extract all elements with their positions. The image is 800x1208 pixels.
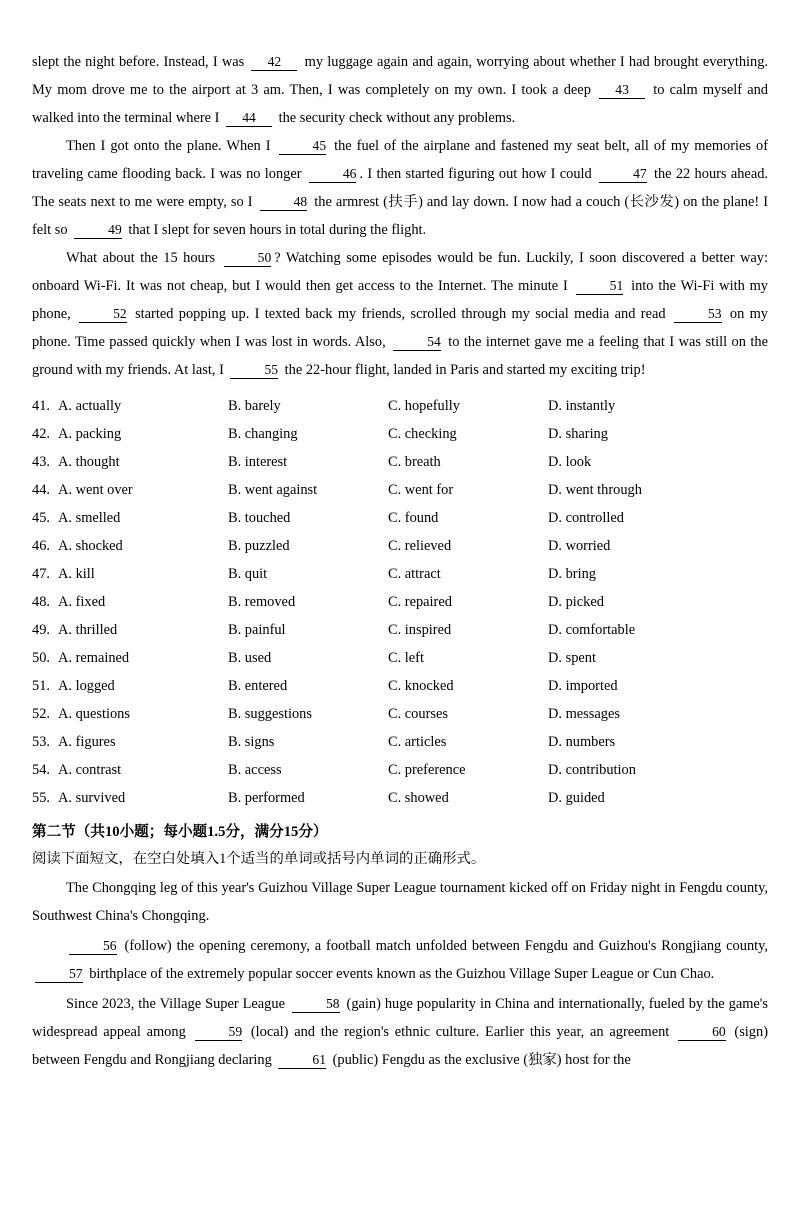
option-c[interactable]: C. showed (388, 790, 449, 806)
option-d[interactable]: D. picked (548, 594, 604, 610)
answer-blank-46[interactable]: 46 (309, 166, 357, 183)
option-d[interactable]: D. look (548, 454, 592, 470)
answer-blank-56[interactable]: 56 (69, 938, 117, 955)
section2-text: (local) and the region's ethnic culture. Earlier this year, an agreement (245, 1024, 676, 1040)
option-b[interactable]: B. quit (228, 566, 268, 582)
option-c[interactable]: C. attract (388, 566, 441, 582)
answer-blank-52[interactable]: 52 (79, 306, 127, 323)
question-number: 43. (32, 454, 50, 470)
section2-text: (sign) between Fengdu and Rongjiang declaring (32, 1024, 768, 1068)
answer-blank-61[interactable]: 61 (278, 1052, 326, 1069)
option-b[interactable]: B. entered (228, 678, 288, 694)
option-d[interactable]: D. worried (548, 538, 611, 554)
question-row (32, 644, 768, 672)
option-a[interactable]: A. smelled (58, 510, 121, 526)
option-a[interactable]: A. survived (58, 790, 126, 806)
cloze-text: the security check without any problems. (275, 110, 516, 126)
answer-blank-48[interactable]: 48 (260, 194, 308, 211)
option-c[interactable]: C. checking (388, 426, 457, 442)
option-d[interactable]: D. imported (548, 678, 618, 694)
option-d[interactable]: D. went through (548, 482, 642, 498)
question-number: 42. (32, 426, 50, 442)
section2-text: birthplace of the extremely popular soccer events known as the Guizhou Village Super League or Cun Chao. (85, 966, 715, 982)
answer-blank-58[interactable]: 58 (292, 996, 340, 1013)
option-b[interactable]: B. signs (228, 734, 275, 750)
cloze-text: ? Watching some episodes would be fun. Luckily, I soon discovered a better way: onboard Wi-Fi. It was not cheap, but I would then get access to the Internet. The minute I (32, 250, 769, 294)
option-c[interactable]: C. breath (388, 454, 441, 470)
cloze-text: What about the 15 hours (66, 250, 221, 266)
question-number: 41. (32, 398, 50, 414)
section2-paragraph (32, 874, 768, 930)
answer-blank-50[interactable]: 50 (224, 250, 272, 267)
question-row (32, 560, 768, 588)
question-number: 52. (32, 706, 50, 722)
question-number: 54. (32, 762, 50, 778)
section-two-passage (32, 874, 768, 1074)
cloze-text: my luggage again and again, worrying about whether I had brought everything. My mom drove me to the airport at 3 am. Then, I was completely on my own. I took a deep (32, 54, 769, 98)
option-a[interactable]: A. logged (58, 678, 115, 694)
question-number: 50. (32, 650, 50, 666)
question-row (32, 420, 768, 448)
cloze-text: that I slept for seven hours in total during the flight. (124, 222, 427, 238)
option-a[interactable]: A. went over (58, 482, 133, 498)
section2-text: (follow) the opening ceremony, a football match unfolded between Fengdu and Guizhou's Rongjiang county, (119, 938, 768, 954)
cloze-options-list (32, 392, 768, 812)
section-two-heading: 第二节（共10小题；每小题1.5分，满分15分） (32, 824, 328, 840)
option-b[interactable]: B. painful (228, 622, 286, 638)
question-number: 47. (32, 566, 50, 582)
option-d[interactable]: D. comfortable (548, 622, 636, 638)
option-b[interactable]: B. suggestions (228, 706, 312, 722)
option-b[interactable]: B. access (228, 762, 282, 778)
section-two-instruction: 阅读下面短文，在空白处填入1个适当的单词或括号内单词的正确形式。 (32, 851, 486, 867)
option-a[interactable]: A. shocked (58, 538, 123, 554)
option-d[interactable]: D. messages (548, 706, 620, 722)
option-a[interactable]: A. actually (58, 398, 122, 414)
option-d[interactable]: D. guided (548, 790, 605, 806)
question-row (32, 700, 768, 728)
option-c[interactable]: C. courses (388, 706, 448, 722)
answer-blank-45[interactable]: 45 (279, 138, 327, 155)
answer-blank-42[interactable]: 42 (251, 54, 297, 71)
section2-paragraph (32, 932, 768, 988)
option-c[interactable]: C. left (388, 650, 424, 666)
cloze-text: slept the night before. Instead, I was (32, 54, 249, 70)
option-d[interactable]: D. bring (548, 566, 596, 582)
question-number: 51. (32, 678, 50, 694)
cloze-text: Then I got onto the plane. When I (66, 138, 276, 154)
option-d[interactable]: D. contribution (548, 762, 636, 778)
question-row (32, 448, 768, 476)
question-row (32, 476, 768, 504)
cloze-text: . I then started figuring out how I could (359, 166, 597, 182)
cloze-paragraph (32, 244, 768, 384)
question-number: 53. (32, 734, 50, 750)
cloze-paragraph (32, 132, 768, 244)
question-number: 45. (32, 510, 50, 526)
option-a[interactable]: A. thought (58, 454, 120, 470)
answer-blank-51[interactable]: 51 (576, 278, 624, 295)
section2-paragraph (32, 990, 768, 1074)
option-c[interactable]: C. inspired (388, 622, 452, 638)
answer-blank-53[interactable]: 53 (674, 306, 722, 323)
option-a[interactable]: A. remained (58, 650, 130, 666)
question-number: 46. (32, 538, 50, 554)
option-c[interactable]: C. repaired (388, 594, 452, 610)
option-b[interactable]: B. barely (228, 398, 281, 414)
cloze-text: into the Wi-Fi with my phone, (32, 278, 769, 322)
cloze-text: the fuel of the airplane and fastened my seat belt, all of my memories of traveling came flooding back. I was no longer (32, 138, 769, 182)
cloze-text: the 22-hour flight, landed in Paris and started my exciting trip! (281, 362, 646, 378)
option-d[interactable]: D. numbers (548, 734, 616, 750)
answer-blank-59[interactable]: 59 (195, 1024, 243, 1041)
option-d[interactable]: D. instantly (548, 398, 616, 414)
cloze-text: started popping up. I texted back my friends, scrolled through my social media and read (129, 306, 671, 322)
option-a[interactable]: A. contrast (58, 762, 122, 778)
section2-text: Since 2023, the Village Super League (66, 996, 289, 1012)
cloze-paragraph (32, 48, 768, 132)
option-a[interactable]: A. questions (58, 706, 130, 722)
section2-text: (gain) huge popularity in China and internationally, fueled by the game's widespread appeal among (32, 996, 768, 1040)
option-b[interactable]: B. removed (228, 594, 296, 610)
option-d[interactable]: D. controlled (548, 510, 624, 526)
answer-blank-47[interactable]: 47 (599, 166, 647, 183)
question-row (32, 672, 768, 700)
option-a[interactable]: A. kill (58, 566, 95, 582)
cloze-text: to calm myself and walked into the terminal where I (32, 82, 768, 126)
section2-text: The Chongqing leg of this year's Guizhou Village Super League tournament kicked off on Friday night in Fengdu county, Southwest China's Chongqing. (32, 880, 768, 924)
question-row (32, 756, 768, 784)
option-b[interactable]: B. puzzled (228, 538, 290, 554)
answer-blank-54[interactable]: 54 (393, 334, 441, 351)
cloze-text: the 22 hours ahead. The seats next to me were empty, so I (32, 166, 768, 210)
question-row (32, 532, 768, 560)
option-b[interactable]: B. changing (228, 426, 298, 442)
option-b[interactable]: B. used (228, 650, 272, 666)
answer-blank-44[interactable]: 44 (226, 110, 272, 127)
section2-text: (public) Fengdu as the exclusive (独家) host for the (328, 1052, 631, 1068)
question-row (32, 616, 768, 644)
question-row (32, 784, 768, 812)
answer-blank-57[interactable]: 57 (35, 966, 83, 983)
option-a[interactable]: A. figures (58, 734, 116, 750)
option-d[interactable]: D. sharing (548, 426, 608, 442)
option-b[interactable]: B. touched (228, 510, 291, 526)
question-number: 44. (32, 482, 50, 498)
option-c[interactable]: C. went for (388, 482, 454, 498)
question-number: 55. (32, 790, 50, 806)
cloze-text: on my phone. Time passed quickly when I was lost in words. Also, (32, 306, 768, 350)
answer-blank-43[interactable]: 43 (599, 82, 645, 99)
option-c[interactable]: C. articles (388, 734, 447, 750)
answer-blank-55[interactable]: 55 (230, 362, 278, 379)
option-a[interactable]: A. thrilled (58, 622, 118, 638)
option-a[interactable]: A. fixed (58, 594, 106, 610)
option-b[interactable]: B. performed (228, 790, 305, 806)
option-c[interactable]: C. relieved (388, 538, 452, 554)
question-row (32, 392, 768, 420)
question-number: 48. (32, 594, 50, 610)
cloze-text: to the internet gave me a feeling that I was still on the ground with my friends. At last, I (32, 334, 768, 378)
option-d[interactable]: D. spent (548, 650, 596, 666)
question-number: 49. (32, 622, 50, 638)
question-row (32, 728, 768, 756)
option-b[interactable]: B. went against (228, 482, 318, 498)
option-b[interactable]: B. interest (228, 454, 288, 470)
option-a[interactable]: A. packing (58, 426, 122, 442)
cloze-passage (32, 48, 768, 384)
option-c[interactable]: C. preference (388, 762, 466, 778)
option-c[interactable]: C. hopefully (388, 398, 460, 414)
option-c[interactable]: C. knocked (388, 678, 454, 694)
answer-blank-60[interactable]: 60 (678, 1024, 726, 1041)
question-row (32, 588, 768, 616)
question-row (32, 504, 768, 532)
cloze-text: the armrest (扶手) and lay down. I now had a couch (长沙发) on the plane! I felt so (32, 194, 768, 238)
option-c[interactable]: C. found (388, 510, 439, 526)
answer-blank-49[interactable]: 49 (74, 222, 122, 239)
